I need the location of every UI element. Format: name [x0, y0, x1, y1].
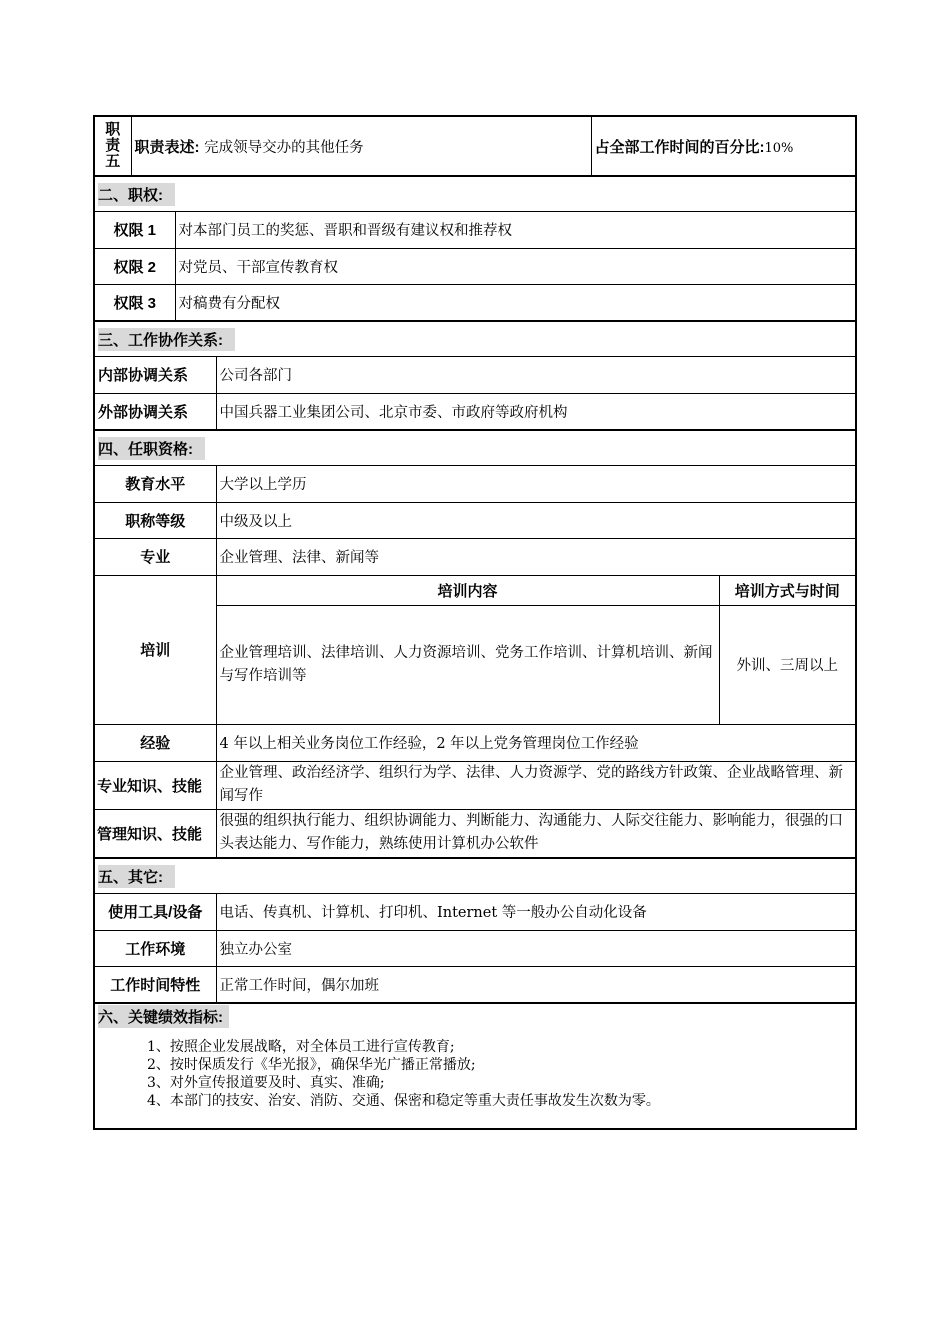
- duty-five-char-2: 责: [105, 137, 121, 154]
- authority-2-label: 权限 2: [95, 248, 175, 284]
- training-method-header: 培训方式与时间: [719, 575, 855, 605]
- cooperation-section-title: 三、工作协作关系:: [95, 322, 855, 357]
- duty-five-label: [95, 117, 131, 175]
- training-content-value: 企业管理培训、法律培训、人力资源培训、党务工作培训、计算机培训、新闻与写作培训等: [216, 605, 719, 724]
- duty-desc-value: 完成领导交办的其他任务: [204, 140, 364, 156]
- duty-desc-label: 职责表述:: [134, 139, 200, 156]
- professional-skills-label: 专业知识、技能: [95, 761, 216, 809]
- title-level-label: 职称等级: [95, 502, 216, 538]
- authority-section-title: 二、职权:: [95, 177, 855, 212]
- kpi-item-4: 4、本部门的技安、治安、消防、交通、保密和稳定等重大责任事故发生次数为零。: [147, 1093, 660, 1109]
- major-label: 专业: [95, 538, 216, 575]
- professional-skills-value: 企业管理、政治经济学、组织行为学、法律、人力资源学、党的路线方针政策、企业战略管理、新闻写作: [216, 761, 855, 809]
- experience-value: 4 年以上相关业务岗位工作经验，2 年以上党务管理岗位工作经验: [216, 724, 855, 761]
- authority-section: [93, 177, 857, 322]
- kpi-section: [93, 1004, 857, 1130]
- duty-five-time-share: [591, 117, 855, 175]
- education-value: 大学以上学历: [216, 466, 855, 502]
- qualification-section-title: 四、任职资格:: [95, 431, 855, 466]
- internal-coordination-value: 公司各部门: [216, 357, 855, 393]
- work-time-label: 工作时间特性: [95, 966, 216, 1002]
- cooperation-section: [93, 322, 857, 431]
- kpi-section-title: 六、关键绩效指标:: [95, 1004, 855, 1028]
- duty-five-char-3: 五: [105, 153, 121, 170]
- authority-2-value: 对党员、干部宣传教育权: [175, 248, 855, 284]
- work-environment-label: 工作环境: [95, 930, 216, 966]
- kpi-list: [95, 1028, 855, 1128]
- major-value: 企业管理、法律、新闻等: [216, 538, 855, 575]
- training-label: 培训: [95, 575, 216, 724]
- work-environment-value: 独立办公室: [216, 930, 855, 966]
- experience-label: 经验: [95, 724, 216, 761]
- tools-label: 使用工具/设备: [95, 894, 216, 930]
- external-coordination-value: 中国兵器工业集团公司、北京市委、市政府等政府机构: [216, 393, 855, 429]
- duty-five-block: [93, 115, 857, 177]
- external-coordination-label: 外部协调关系: [95, 393, 216, 429]
- kpi-item-2: 2、按时保质发行《华光报》，确保华光广播正常播放;: [147, 1057, 476, 1073]
- authority-3-value: 对稿费有分配权: [175, 284, 855, 320]
- authority-1-value: 对本部门员工的奖惩、晋职和晋级有建议权和推荐权: [175, 212, 855, 248]
- duty-five-char-1: 职: [105, 121, 121, 138]
- training-method-value: 外训、三周以上: [719, 605, 855, 724]
- training-content-header: 培训内容: [216, 575, 719, 605]
- authority-1-label: 权限 1: [95, 212, 175, 248]
- other-section: [93, 859, 857, 1004]
- job-description-document: [93, 115, 857, 1130]
- internal-coordination-label: 内部协调关系: [95, 357, 216, 393]
- work-time-value: 正常工作时间，偶尔加班: [216, 966, 855, 1002]
- kpi-item-3: 3、对外宣传报道要及时、真实、准确;: [147, 1075, 385, 1091]
- time-share-value: 10%: [764, 140, 794, 156]
- duty-five-description: [131, 117, 591, 175]
- title-level-value: 中级及以上: [216, 502, 855, 538]
- kpi-item-1: 1、按照企业发展战略，对全体员工进行宣传教育;: [147, 1039, 455, 1055]
- other-section-title: 五、其它:: [95, 859, 855, 894]
- management-skills-value: 很强的组织执行能力、组织协调能力、判断能力、沟通能力、人际交往能力、影响能力，很强的口头表达能力、写作能力，熟练使用计算机办公软件: [216, 809, 855, 857]
- tools-value: 电话、传真机、计算机、打印机、Internet 等一般办公自动化设备: [216, 894, 855, 930]
- education-label: 教育水平: [95, 466, 216, 502]
- management-skills-label: 管理知识、技能: [95, 809, 216, 857]
- authority-3-label: 权限 3: [95, 284, 175, 320]
- time-share-label: 占全部工作时间的百分比:: [594, 138, 765, 156]
- qualification-section: [93, 431, 857, 859]
